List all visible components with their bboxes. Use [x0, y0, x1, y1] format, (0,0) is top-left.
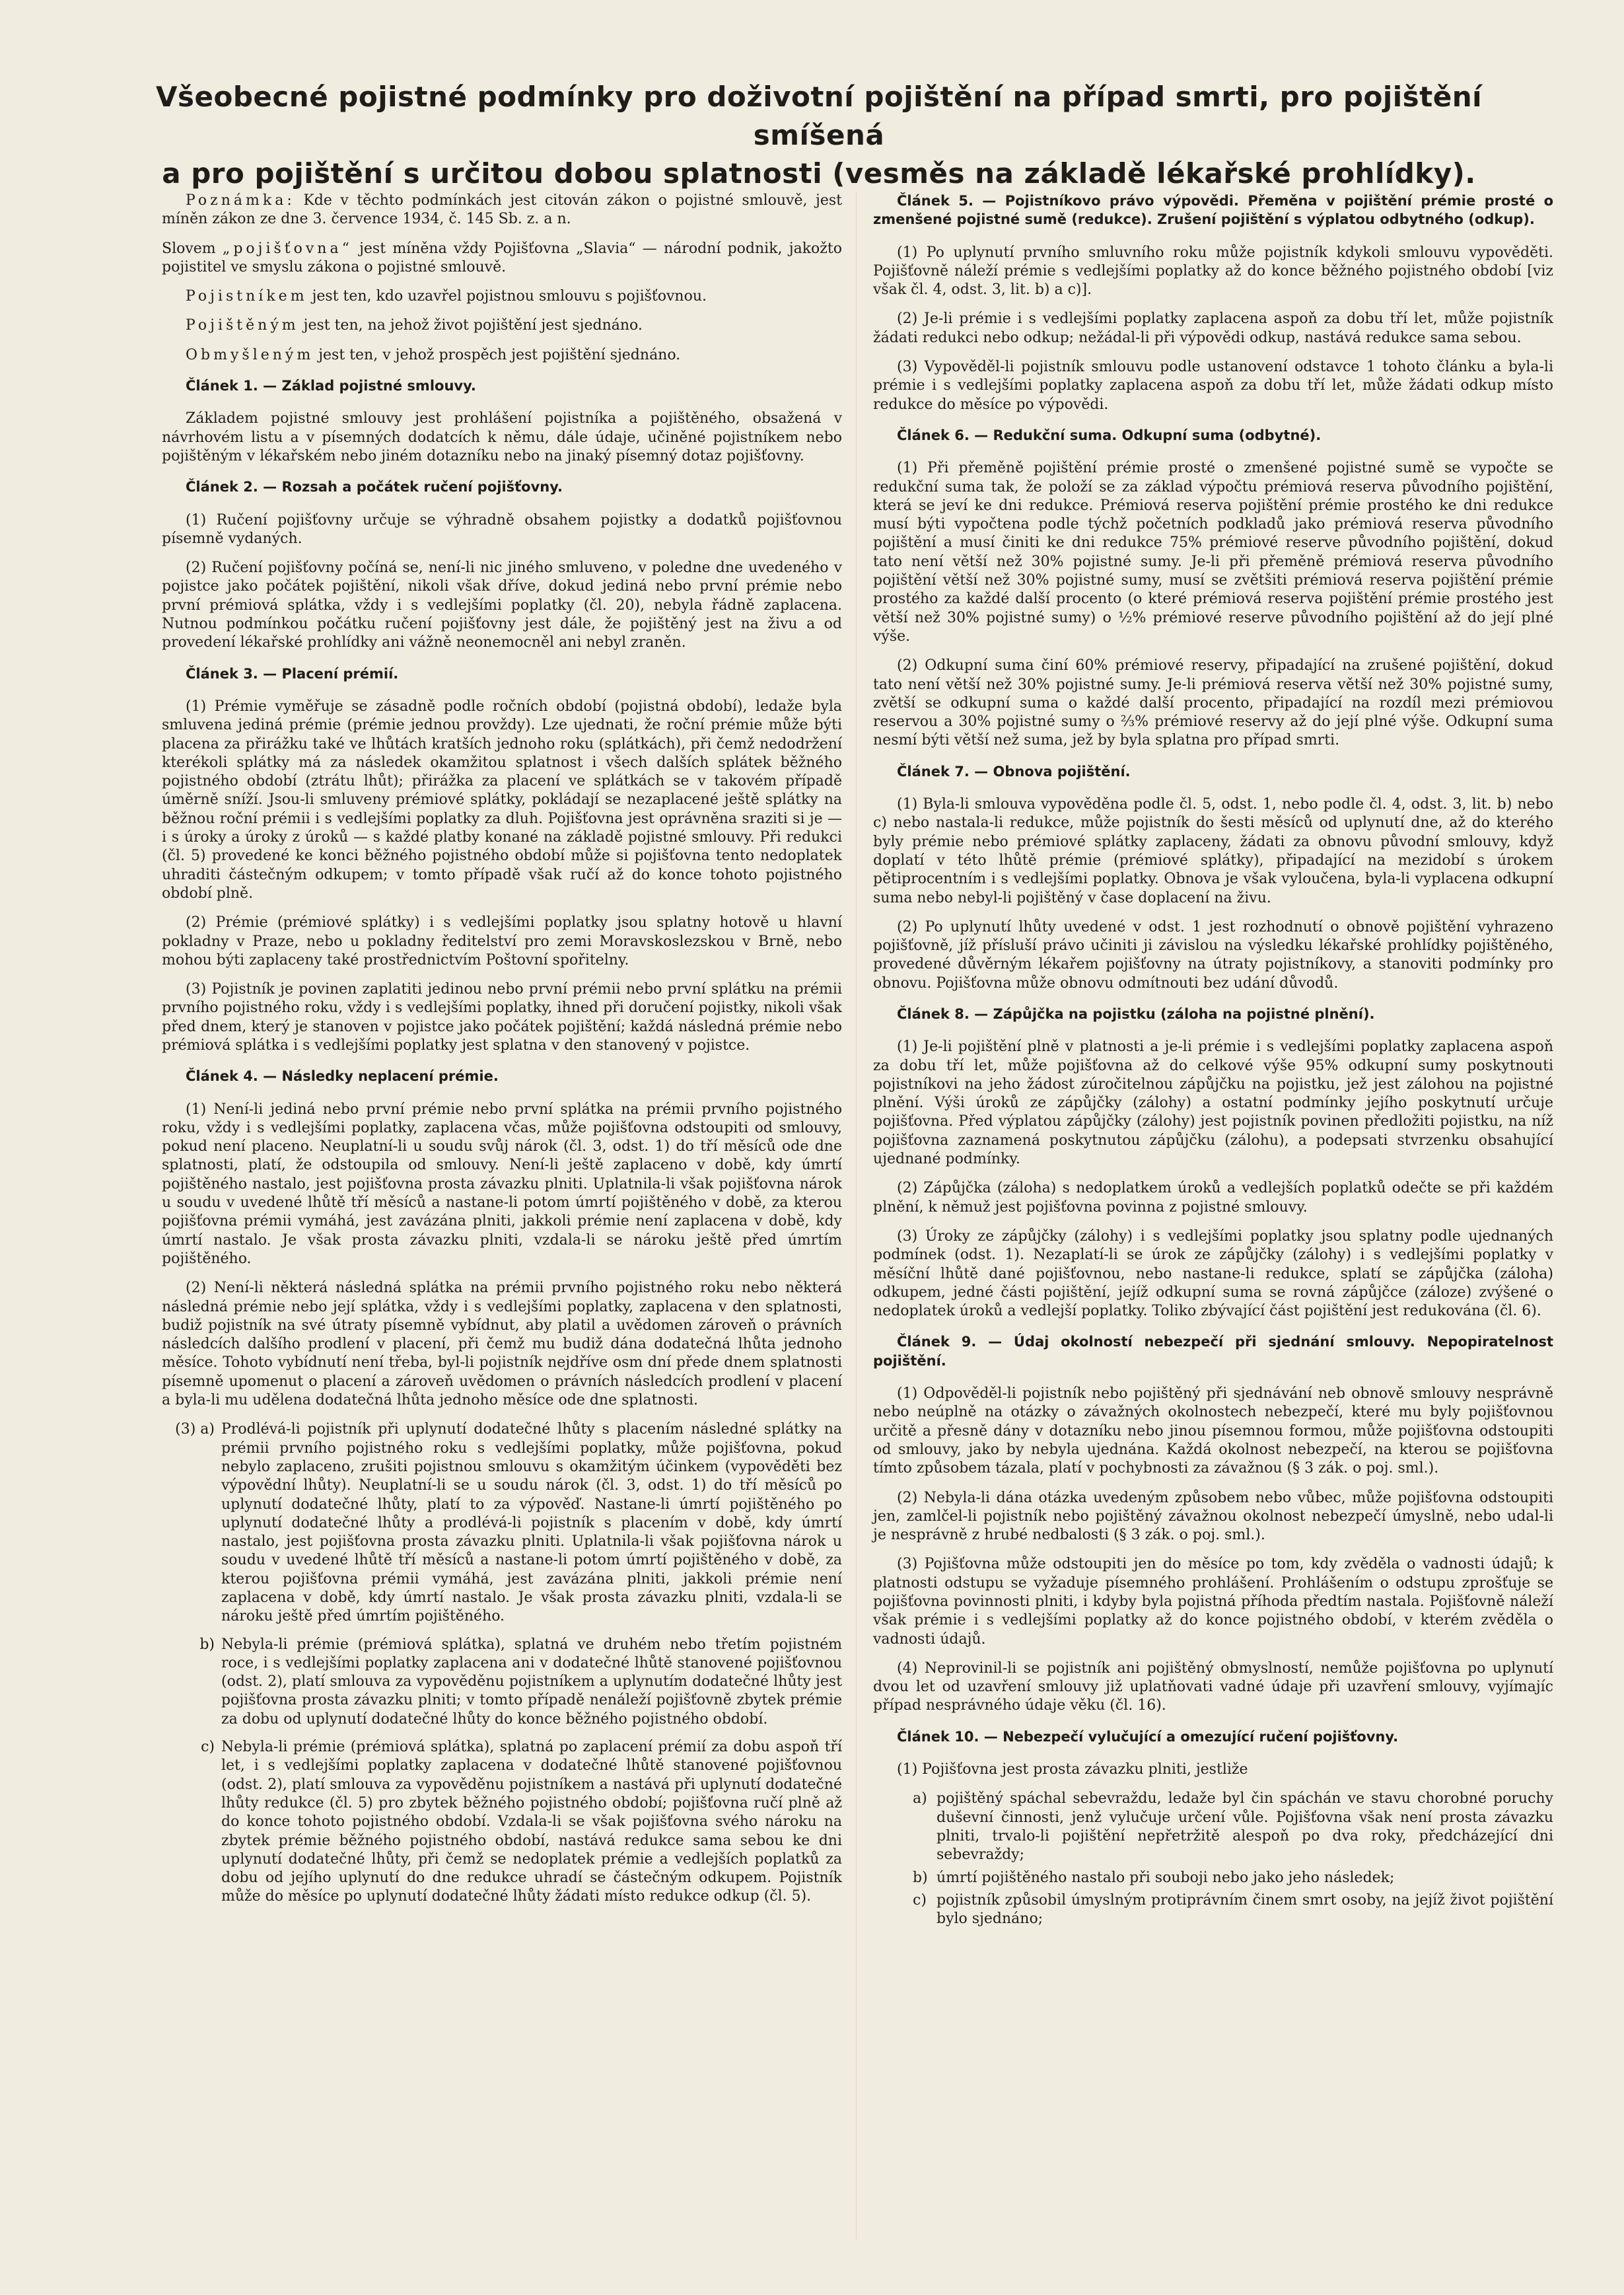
- article-5-paragraph-1: (1) Po uplynutí prvního smluvního roku může pojistník kdykoli smlouvu vypověděti. Pojišťovně náleží prémie s vedlejšími poplatky až do konce běžného pojistného období [viz však čl. 4, odst. 3, lit. b) a c)].: [873, 244, 1553, 299]
- article-6-heading: Článek 6. — Redukční suma. Odkupní suma (odbytné).: [897, 427, 1322, 443]
- page-fold-line: [856, 192, 857, 2240]
- article-3-heading: Článek 3. — Placení prémií.: [186, 665, 399, 682]
- intro-obmysleny: Obmyšleným jest ten, v jehož prospěch jest pojištění sjednáno.: [186, 346, 681, 363]
- intro-pojistnik: Pojistníkem jest ten, kdo uzavřel pojistnou smlouvu s pojišťovnou.: [186, 288, 707, 305]
- article-8-paragraph-2: (2) Zápůjčka (záloha) s nedoplatkem úroků a vedlejších poplatků odečte se při každém plnění, k němuž jest pojišťovna povinna z pojistné smlouvy.: [873, 1180, 1553, 1216]
- title-line-2: a pro pojištění s určitou dobou splatnosti (vesměs na základě lékařské prohlídky).: [162, 157, 1476, 190]
- article-4-paragraph-2: (2) Není-li některá následná splátka na prémii prvního pojistného roku nebo některá následná prémie nebo její splátka, vždy i s vedlejšími poplatky, zaplacena v den splatnosti, budiž pojistník na své útraty písemně vybídnut, aby platil a uvědomen zároveň o právních následcích dalšího prodlení v placení, při čemž mu budiž dána dodatečná lhůta jednoho měsíce. Tohoto vybídnutí není třeba, byl-li pojistník nejdříve osm dní přede dnem splatnosti písemně upomenut o placení a zároveň uvědomen o právních následcích prodlení v placení a byla-li mu udělena dodatečná lhůta jednoho měsíce ode dne splatnosti.: [162, 1280, 842, 1409]
- article-7-paragraph-2: (2) Po uplynutí lhůty uvedené v odst. 1 jest rozhodnutí o obnově pojištění vyhrazeno pojišťovně, jíž přísluší právo učiniti ji závislou na výsledku lékařské prohlídky pojištěného, provedené důvěrným lékařem pojišťovny na útraty pojistníkovy, a stanoviti podmínky pro obnovu. Pojišťovna může obnovu odmítnouti bez udání důvodů.: [873, 918, 1553, 992]
- article-8-paragraph-1: (1) Je-li pojištění plně v platnosti a je-li prémie i s vedlejšími poplatky zaplacena aspoň za dobu tří let, může pojišťovna až do celkové výše 95% odkupní sumy poskytnouti pojistníkovi na jeho žádost zúročitelnou zápůjčku na pojistku, jež jest zálohou na pojistné plnění. Výši úroků ze zápůjčky (zálohy) a ostatní podmínky jejího poskytnutí určuje pojišťovna. Před výplatou zápůjčky (zálohy) jest pojistník povinen předložiti pojistku, na níž pojišťovna zaznamená poskytnutou zápůjčku (zálohu), a podepsati stvrzenku obsahující ujednané podmínky.: [873, 1038, 1553, 1168]
- article-1-paragraph: Základem pojistné smlouvy jest prohlášení pojistníka a pojištěného, obsažená v návrhovém listu a v písemných dodatcích k němu, dále údaje, učiněné pojistníkem nebo pojištěným v lékařském nebo jiném dotazníku nebo na jinaký písemný dotaz pojišťovny.: [162, 410, 842, 464]
- article-9-paragraph-3: (3) Pojišťovna může odstoupiti jen do měsíce po tom, kdy zvěděla o vadnosti údajů; k platnosti odstupu se vyžaduje písemného prohlášení. Prohlášením o odstupu zprošťuje se pojišťovna povinnosti plniti, i kdyby byla pojistná příhoda předtím nastala. Pojišťovně náleží však prémie i s vedlejšími poplatky až do konce pojistného období, v kterém zvěděla o vadnosti údajů.: [873, 1556, 1553, 1648]
- article-4-item-3a: (3) a) Prodlévá-li pojistník při uplynutí dodatečné lhůty s placením následné splátky na prémii prvního pojistného roku s vedlejšími poplatky, může pojišťovna, pokud nebylo zaplaceno, zrušiti pojistnou smlouvu s okamžitým účinkem (vypověděti bez výpovědní lhůty). Neuplatní-li se u soudu nárok (čl. 3, odst. 1) do tří měsíců po uplynutí dodatečné lhůty, platí to za výpověď. Nastane-li úmrtí pojištěného po uplynutí dodatečné lhůty a prodlévá-li pojistník s placením v době, kdy úmrtí nastalo, jest pojišťovna prosta závazku plniti. Uplatnila-li však pojišťovna nárok u soudu v uvedené lhůtě tří měsíců a nastane-li potom úmrtí pojištěného v době, za kterou pojišťovna prémii vymáhá, jest zavázána plniti, jakkoli prémie není zaplacena v době, kdy úmrtí nastalo. Je však prosta závazku plniti, vzdala-li se nároku ještě před úmrtím pojištěného.: [175, 1421, 842, 1625]
- right-column: [873, 192, 1553, 1932]
- article-9-heading: Článek 9. — Údaj okolností nebezpečí při sjednání smlouvy. Nepopiratelnost pojištění.: [873, 1334, 1553, 1369]
- article-10-paragraph-1: (1) Pojišťovna jest prosta závazku plniti, jestliže: [897, 1761, 1248, 1778]
- left-column: [162, 192, 842, 1916]
- article-9-paragraph-2: (2) Nebyla-li dána otázka uvedeným způsobem nebo vůbec, může pojišťovna odstoupiti jen, zamlčel-li pojistník nebo pojištěný závažnou okolnost nebezpečí úmyslně, nebo udal-li je nesprávně z hrubé nedbalosti (§ 3 zák. o poj. sml.).: [873, 1489, 1553, 1544]
- article-3-paragraph-1: (1) Prémie vyměřuje se zásadně podle ročních období (pojistná období), ledaže byla smluvena jediná prémie (prémie jednou provždy). Lze ujednati, že roční prémie může býti placena za přirážku také ve lhůtách kratších jednoho roku (splátkách), při čemž nedodržení kterékoli splátky má za následek okamžitou splatnost i všech dalších splátek běžného pojistného období (ztrátu lhůt); přirážka za placení ve splátkách se v takovém případě úměrně sníží. Jsou-li smluveny prémiové splátky, pokládají se nezaplacené ještě splátky na běžnou roční prémii i s vedlejšími poplatky za dluh. Pojišťovna jest oprávněna sraziti si je — i s úroky a úroky z úroků — s každé platby konané na základě pojistné smlouvy. Při redukci (čl. 5) provedené ke konci běžného pojistného období může si pojišťovna tento nedoplatek uhraditi částečným odkupem; v tomto případě však ručí až do konce tohoto pojistného období plně.: [162, 698, 842, 902]
- article-10-item-c: c) pojistník způsobil úmyslným protiprávním činem smrt osoby, na jejíž život pojištění bylo sjednáno;: [913, 1891, 1553, 1928]
- article-2-paragraph-1: (1) Ručení pojišťovny určuje se výhradně obsahem pojistky a dodatků pojišťovnou písemně vydaných.: [162, 511, 842, 547]
- article-5-heading: Článek 5. — Pojistníkovo právo výpovědi. Přeměna v pojištění prémie prosté o zmenšené pojistné sumě (redukce). Zrušení pojištění s výplatou odbytného (odkup).: [873, 193, 1553, 228]
- article-6-paragraph-1: (1) Při přeměně pojištění prémie prosté o zmenšené pojistné sumě se vypočte se redukční suma tak, že položí se za základ výpočtu prémiová reserva původního pojištění, která se jeví ke dni redukce. Prémiová reserva pojištění prémie prostého ke dni redukce musí býti vypočtena podle týchž početních podkladů jako prémiová reserva původního pojištění a musí činiti ke dni redukce 75% prémiové reserve původního pojištění, dokud tato není větší než 30% pojistné sumy. Je-li při přeměně prémiová reserva původního pojištění větší než 30% pojistné sumy, musí se zvětšiti prémiová reserva pojištění prémie prostého za každé další procento (o které prémiová reserva pojištění prémie prostého jest větší než 30% pojistné sumy) o ½% prémiové reserve původního pojištění až do její plné výše.: [873, 460, 1553, 645]
- title-line-1: Všeobecné pojistné podmínky pro doživotní pojištění na případ smrti, pro pojištění smíšená: [156, 81, 1482, 151]
- article-10-item-a: a) pojištěný spáchal sebevraždu, ledaže byl čin spáchán ve stavu chorobné poruchy duševní činnosti, jenž vylučuje určení vůle. Pojišťovna však není prosta závazku plniti, trvalo-li pojištění nepřetržitě alespoň po dva roky, předcházející dni sebevraždy;: [913, 1790, 1553, 1864]
- intro-poznamka: Poznámka: Kde v těchto podmínkách jest citován zákon o pojistné smlouvě, jest míněn zákon ze dne 3. července 1934, č. 145 Sb. z. a n.: [162, 192, 842, 228]
- article-3-paragraph-3: (3) Pojistník je povinen zaplatiti jedinou nebo první prémii nebo první splátku na prémii prvního pojistného roku, vždy i s vedlejšími poplatky, ihned při doručení pojistky, nikoli však před dnem, který je stanoven v pojistce jako počátek pojištění; každá následná prémie nebo prémiová splátka i s vedlejšími poplatky jest splatna v den stanovený v pojistce.: [162, 981, 842, 1054]
- article-1-heading: Článek 1. — Základ pojistné smlouvy.: [186, 378, 476, 394]
- article-10-heading: Článek 10. — Nebezpečí vylučující a omezující ručení pojišťovny.: [897, 1728, 1399, 1745]
- page-title: [106, 78, 1532, 193]
- article-2-paragraph-2: (2) Ručení pojišťovny počíná se, není-li nic jiného smluveno, v poledne dne uvedeného v pojistce jako počátek pojištění, nikoli však dříve, dokud jediná nebo první prémie nebo první prémiová splátka, vždy i s vedlejšími poplatky (čl. 20), nebyla řádně zaplacena. Nutnou podmínkou počátku ručení pojišťovny jest dále, že pojištěný jest na živu a od provedení lékařské prohlídky ani vážně neonemocněl ani nebyl zraněn.: [162, 560, 842, 651]
- article-7-paragraph-1: (1) Byla-li smlouva vypověděna podle čl. 5, odst. 1, nebo podle čl. 4, odst. 3, lit. b) nebo c) nebo nastala-li redukce, může pojistník do šesti měsíců od uplynutí dne, až do kterého byly prémie nebo prémiové splátky zaplaceny, žádati za obnovu původní smlouvy, když doplatí v této lhůtě prémie (prémiové splátky), připadající na mezidobí s úrokem pětiprocentním i s vedlejšími poplatky. Obnova je však vyloučena, byla-li vyplacena odkupní suma nebo nebyl-li pojištěný v čase doplacení na živu.: [873, 796, 1553, 906]
- article-10-item-b: b) úmrtí pojištěného nastalo při souboji nebo jako jeho následek;: [913, 1869, 1395, 1886]
- intro-pojisteny: Pojištěným jest ten, na jehož život pojištění jest sjednáno.: [186, 317, 643, 334]
- article-6-paragraph-2: (2) Odkupní suma činí 60% prémiové reservy, připadající na zrušené pojištění, dokud tato není větší než 30% pojistné sumy. Je-li prémiová reserva větší než 30% pojistné sumy, zvětší se odkupní suma o každé další procento, připadající na rozdíl mezi prémiovou reservou a 30% pojistné sumy o ⅔% prémiové reservy až do její plné výše. Odkupní suma nesmí býti větší než suma, jež by byla splatna pro případ smrti.: [873, 657, 1553, 749]
- intro-pojistovna: Slovem „pojišťovna“ jest míněna vždy Pojišťovna „Slavia“ — národní podnik, jakožto pojistitel ve smyslu zákona o pojistné smlouvě.: [162, 240, 842, 275]
- article-7-heading: Článek 7. — Obnova pojištění.: [897, 763, 1131, 780]
- article-4-item-3c: c) Nebyla-li prémie (prémiová splátka), splatná po zaplacení prémií za dobu aspoň tří let, i s vedlejšími poplatky zaplacena v dodatečné lhůtě stanovené pojišťovnou (odst. 2), platí smlouva za vypověděnu pojistníkem a nastává při uplynutí dodatečné lhůty redukce (čl. 5) pro zbytek běžného pojistného období; pojišťovna ručí plně až do konce tohoto pojistného období. Vzdala-li se však pojišťovna svého nároku na zbytek prémie běžného pojistného období, nastává redukce sama sebou ke dni uplynutí dodatečné lhůty, při čemž se nedoplatek prémie a vedlejších poplatků za dobu od jejího uplynutí do dne redukce uhradí se částečným odkupem. Pojistník může do měsíce po uplynutí dodatečné lhůty žádati místo redukce odkup (čl. 5).: [201, 1739, 842, 1905]
- article-4-item-3b: b) Nebyla-li prémie (prémiová splátka), splatná ve druhém nebo třetím pojistném roce, i s vedlejšími poplatky zaplacena ani v dodatečné lhůtě stanovené pojišťovnou (odst. 2), platí smlouva za vypověděnu pojistníkem a uplynutím dodatečné lhůty jest pojišťovna prosta závazku plniti; v tomto případě nenáleží pojišťovně zbytek prémie za dobu od uplynutí dodatečné lhůty do konce běžného pojistného období.: [199, 1636, 842, 1728]
- article-4-paragraph-1: (1) Není-li jediná nebo první prémie nebo první splátka na prémii prvního pojistného roku, vždy i s vedlejšími poplatky, zaplacena včas, může pojišťovna odstoupiti od smlouvy, pokud není placeno. Neuplatní-li u soudu svůj nárok (čl. 3, odst. 1) do tří měsíců ode dne splatnosti, platí, že odstoupila od smlouvy. Není-li ještě zaplaceno v době, kdy úmrtí pojištěného nastalo, jest pojišťovna prosta závazku plniti. Uplatnila-li však pojišťovna nárok u soudu v uvedené lhůtě tří měsíců a nastane-li potom úmrtí pojištěného v době, za kterou pojišťovna prémii vymáhá, jest zavázána plniti, jakkoli prémie není zaplacena v době, kdy úmrtí nastalo. Je však prosta závazku plniti, vzdala-li se nároku ještě před úmrtím pojištěného.: [162, 1101, 842, 1267]
- article-9-paragraph-4: (4) Neprovinil-li se pojistník ani pojištěný obmyslností, nemůže pojišťovna po uplynutí dvou let od uzavření smlouvy již uplatňovati vadné údaje při uzavření smlouvy, vyjímajíc případ nesprávného údaje věku (čl. 16).: [873, 1659, 1553, 1714]
- article-9-paragraph-1: (1) Odpověděl-li pojistník nebo pojištěný při sjednávání neb obnově smlouvy nesprávně nebo neúplně na otázky o závažných okolnostech nebezpečí, které mu byly pojišťovnou určitě a přesně dány v dotazníku nebo jinou písemnou formou, může pojišťovna odstoupiti od smlouvy, jako by nebyla ujednána. Každá okolnost nebezpečí, na kterou se pojišťovna tímto způsobem tázala, platí v pochybnosti za závažnou (§ 3 zák. o poj. sml.).: [873, 1385, 1553, 1477]
- article-5-paragraph-2: (2) Je-li prémie i s vedlejšími poplatky zaplacena aspoň za dobu tří let, může pojistník žádati redukci nebo odkup; nežádal-li při výpovědi odkup, nastává redukce sama sebou.: [873, 310, 1553, 346]
- article-3-paragraph-2: (2) Prémie (prémiové splátky) i s vedlejšími poplatky jsou splatny hotově u hlavní pokladny v Praze, nebo u pokladny ředitelství pro zemi Moravskoslezskou v Brně, nebo mohou býti zaplaceny také prostřednictvím Poštovní spořitelny.: [162, 914, 842, 968]
- article-2-heading: Článek 2. — Rozsah a počátek ručení pojišťovny.: [186, 479, 563, 495]
- article-8-paragraph-3: (3) Úroky ze zápůjčky (zálohy) i s vedlejšími poplatky jsou splatny podle ujednaných podmínek (odst. 1). Nezaplatí-li se úrok ze zápůjčky (zálohy) i s vedlejšími poplatky v měsíční lhůtě dané pojišťovnou, nebo nastane-li redukce, splatí se zápůjčka (záloha) odkupem, jedné části pojištění, jejíž odkupní suma se rovná zápůjčce (záloze) zvýšené o nedoplatek úroků a vedlejší poplatky. Toliko zbývající část pojištění jest redukována (čl. 6).: [873, 1227, 1553, 1320]
- article-4-heading: Článek 4. — Následky neplacení prémie.: [186, 1068, 499, 1085]
- article-8-heading: Článek 8. — Zápůjčka na pojistku (záloha na pojistné plnění).: [897, 1005, 1375, 1022]
- article-5-paragraph-3: (3) Vypověděl-li pojistník smlouvu podle ustanovení odstavce 1 tohoto článku a byla-li prémie i s vedlejšími poplatky zaplacena aspoň za dobu tří let, může žádati odkup místo redukce do měsíce po výpovědi.: [873, 359, 1553, 413]
- poznamka-label: Poznámka:: [186, 192, 295, 209]
